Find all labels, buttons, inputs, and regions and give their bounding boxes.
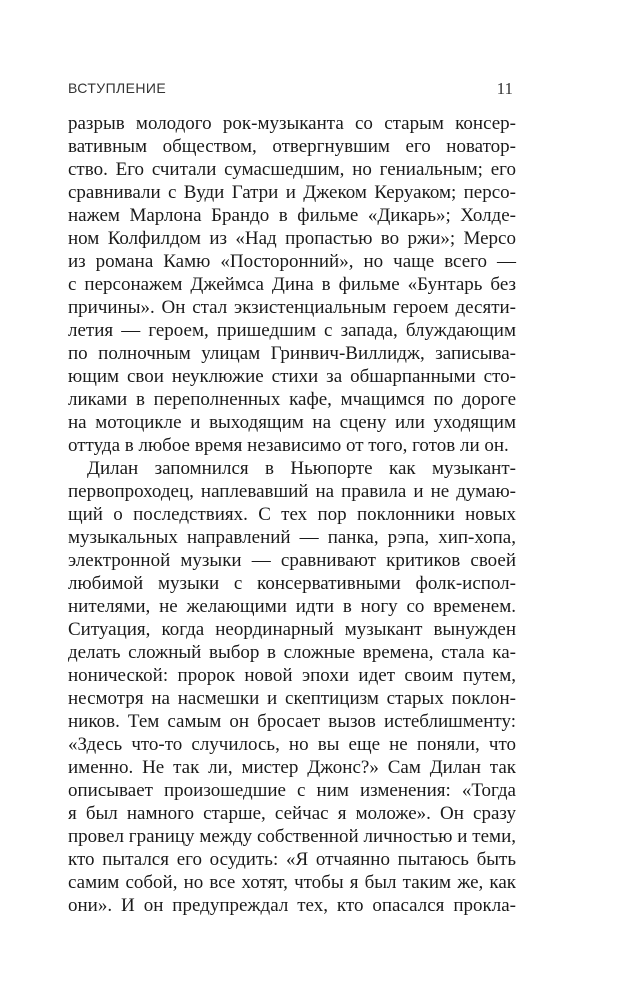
text-line: ном Колфилдом из «Над пропастью во ржи»; Мерсо (68, 228, 516, 249)
text-line: самим собой, но все хотят, чтобы я был таким же, как (68, 872, 516, 893)
paragraph-last-line: оттуда в любое время независимо от того, готов ли он. (68, 435, 509, 456)
text-line: делать сложный выбор в сложные времена, стала ка- (68, 642, 516, 663)
text-line: разрыв молодого рок-музыканта со старым консер- (68, 113, 516, 134)
paragraph-first-line: Дилан запомнился в Ньюпорте как музыкант- (87, 458, 516, 479)
text-line: нонической: пророк новой эпохи идет своим путем, (68, 665, 516, 686)
text-line: электронной музыки — сравнивают критиков своей (68, 550, 516, 571)
text-line: из романа Камю «Посторонний», но чаще всего — (68, 251, 516, 272)
text-line: нажем Марлона Брандо в фильме «Дикарь»; Холде- (68, 205, 516, 226)
page-number: 11 (496, 79, 513, 98)
text-line: на мотоцикле и выходящим на сцену или уходящим (68, 412, 516, 433)
text-line: вативным обществом, отвергнувшим его новатор- (68, 136, 516, 157)
text-line: Ситуация, когда неординарный музыкант вынужден (68, 619, 516, 640)
text-line: с персонажем Джеймса Дина в фильме «Бунтарь без (68, 274, 516, 295)
text-line: я был намного старше, сейчас я моложе». Он сразу (68, 803, 516, 824)
text-line: провел границу между собственной личностью и теми, (68, 826, 516, 847)
text-line: нителями, не желающими идти в ногу со временем. (68, 596, 516, 617)
text-line: несмотря на насмешки и скептицизм старых поклон- (68, 688, 516, 709)
running-head (68, 80, 513, 98)
text-line: ликами в переполненных кафе, мчащимся по дороге (68, 389, 516, 410)
text-line: любимой музыки с консервативными фолк-испол- (68, 573, 516, 594)
text-line: причины». Он стал экзистенциальным героем десяти- (68, 297, 516, 318)
text-line: ющим свои неуклюжие стихи за обшарпанными сто- (68, 366, 516, 387)
text-line: ство. Его считали сумасшедшим, но гениальным; его (68, 159, 516, 180)
text-line: по полночным улицам Гринвич-Виллидж, записыва- (68, 343, 516, 364)
text-line: первопроходец, наплевавший на правила и не думаю- (68, 481, 516, 502)
body-text (68, 112, 516, 917)
text-line: ников. Тем самым он бросает вызов истеблишменту: (68, 711, 516, 732)
text-line: именно. Не так ли, мистер Джонс?» Сам Дилан так (68, 757, 516, 778)
text-line: кто пытался его осудить: «Я отчаянно пытаюсь быть (68, 849, 516, 870)
text-line: «Здесь что-то случилось, но вы еще не поняли, что (68, 734, 516, 755)
text-line: летия — героем, пришедшим с запада, блуждающим (68, 320, 516, 341)
text-line: музыкальных направлений — панка, рэпа, хип-хопа, (68, 527, 516, 548)
text-line: щий о последствиях. С тех пор поклонники новых (68, 504, 516, 525)
text-line: описывает произошедшие с ним изменения: «Тогда (68, 780, 516, 801)
text-line: они». И он предупреждал тех, кто опасался прокла- (68, 895, 516, 916)
text-line: сравнивали с Вуди Гатри и Джеком Керуаком; персо- (68, 182, 516, 203)
section-title: ВСТУПЛЕНИЕ (68, 80, 167, 96)
